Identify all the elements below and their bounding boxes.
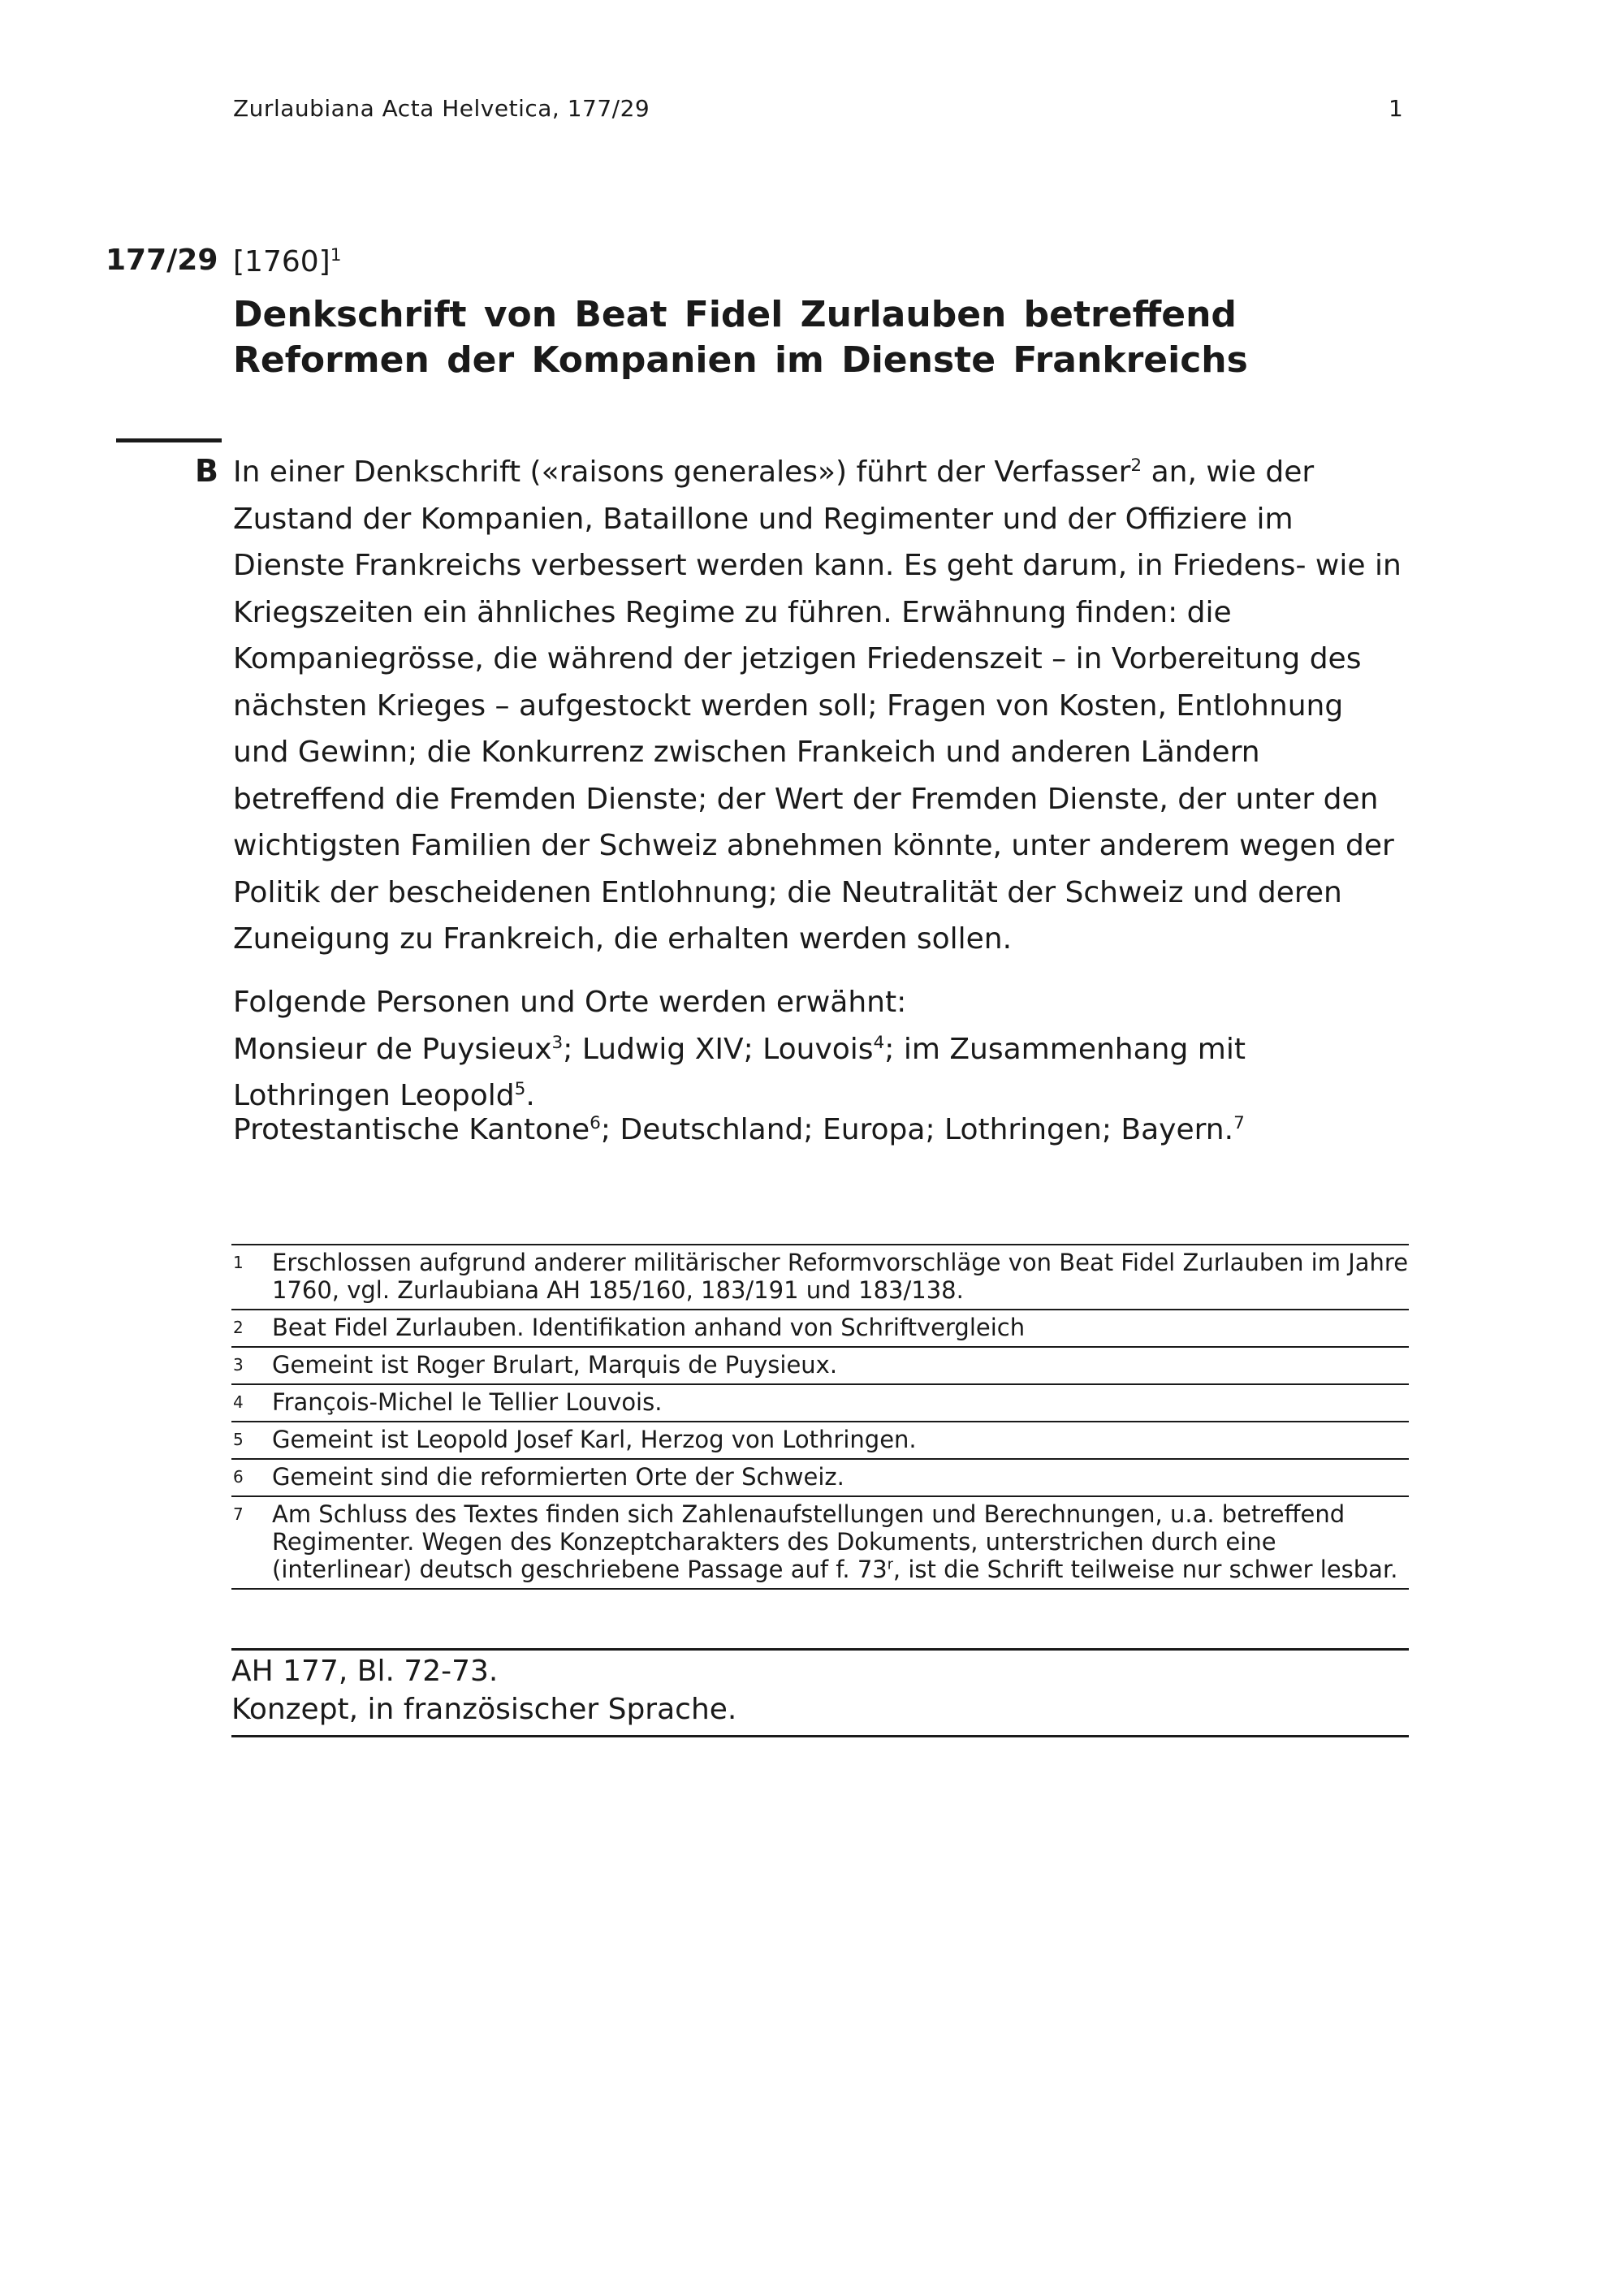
footnote-ref-2: 2: [1130, 455, 1142, 476]
section-label: B: [195, 453, 218, 489]
section-rule: [116, 438, 222, 442]
footnote-text-a: Am Schluss des Textes finden sich Zahlenaufstellungen und Berechnungen, u.a. betreffend Regimenter. Wegen des Konzeptcharakters des Dokuments, unterstrichen durch eine (interlinear) deutsch geschriebene Passage auf f. 73: [272, 1500, 1345, 1583]
footnote-ref-1: 1: [330, 245, 342, 265]
persons-text-d: .: [525, 1079, 535, 1112]
persons-text-c: ; im Zusammenhang mit Lothringen Leopold: [233, 1032, 1246, 1112]
footnote-row: [231, 1245, 1409, 1310]
footnote-row: [231, 1347, 1409, 1384]
footnote-row: [231, 1310, 1409, 1347]
source-reference: AH 177, Bl. 72-73.: [231, 1655, 499, 1688]
footnote-text: Beat Fidel Zurlauben. Identifikation anhand von Schriftvergleich: [272, 1310, 1409, 1347]
persons-intro: Folgende Personen und Orte werden erwähnt:: [233, 986, 907, 1019]
document-title: Denkschrift von Beat Fidel Zurlauben betreffend Reformen der Kompanien im Dienste Frankreichs: [233, 294, 1248, 381]
footnote-text: [272, 1496, 1409, 1589]
persons-paragraph: [233, 979, 1402, 1120]
footnotes-table: [231, 1244, 1409, 1590]
footnote-row: [231, 1384, 1409, 1422]
summary-paragraph: [233, 449, 1402, 963]
footnote-text: Gemeint ist Roger Brulart, Marquis de Puysieux.: [272, 1347, 1409, 1384]
footnote-text: Gemeint ist Leopold Josef Karl, Herzog von Lothringen.: [272, 1422, 1409, 1459]
footnote-ref-3: 3: [551, 1032, 564, 1053]
places-text-a: Protestantische Kantone: [233, 1113, 590, 1146]
footnote-number: 7: [231, 1496, 272, 1589]
footnote-number: 1: [231, 1245, 272, 1310]
footnote-number: 2: [231, 1310, 272, 1347]
footnote-text: François-Michel le Tellier Louvois.: [272, 1384, 1409, 1422]
summary-text-b: an, wie der Zustand der Kompanien, Bataillone und Regimenter und der Offiziere im Dienste Frankreichs verbessert werden kann. Es geht darum, in Friedens- wie in Kriegszeiten ein ähnliches Regime zu führen. Erwähnung finden: die Kompaniegrösse, die während der jetzigen Friedenszeit – in Vorbereitung des nächsten Krieges – aufgestockt werden soll; Fragen von Kosten, Entlohnung und Gewinn; die Konkurrenz zwischen Frankeich und anderen Ländern betreffend die Fremden Dienste; der Wert der Fremden Dienste, der unter den wichtigsten Familien der Schweiz abnehmen könnte, unter anderem wegen der Politik der bescheidenen Entlohnung; die Neutralität der Schweiz und deren Zuneigung zu Frankreich, die erhalten werden sollen.: [233, 455, 1402, 956]
running-header-title: Zurlaubiana Acta Helvetica, 177/29: [233, 95, 650, 122]
places-paragraph: [233, 1107, 1402, 1154]
source-divider: [231, 1648, 1409, 1651]
folio-superscript: r: [887, 1556, 893, 1573]
summary-text-a: In einer Denkschrift («raisons generales») führt der Verfasser: [233, 455, 1131, 489]
footnote-row: [231, 1496, 1409, 1589]
places-text-b: ; Deutschland; Europa; Lothringen; Bayern.: [600, 1113, 1234, 1146]
footnote-number: 5: [231, 1422, 272, 1459]
page-number: 1: [1389, 95, 1404, 122]
persons-text-a: Monsieur de Puysieux: [233, 1032, 552, 1066]
source-block: [231, 1652, 1409, 1737]
footnote-number: 6: [231, 1459, 272, 1496]
footnote-ref-6: 6: [590, 1113, 601, 1133]
footnote-text-b: , ist die Schrift teilweise nur schwer lesbar.: [892, 1556, 1398, 1583]
footnote-row: [231, 1422, 1409, 1459]
document-date: [233, 245, 341, 278]
source-description: Konzept, in französischer Sprache.: [231, 1693, 737, 1726]
footnote-ref-4: 4: [873, 1032, 885, 1053]
footnote-ref-5: 5: [514, 1079, 526, 1099]
document-number: 177/29: [106, 244, 218, 277]
footnote-text: Erschlossen aufgrund anderer militärischer Reformvorschläge von Beat Fidel Zurlauben im Jahre 1760, vgl. Zurlaubiana AH 185/160, 183/191 und 183/138.: [272, 1245, 1409, 1310]
footnote-text: Gemeint sind die reformierten Orte der Schweiz.: [272, 1459, 1409, 1496]
footnote-ref-7: 7: [1233, 1113, 1245, 1133]
footnote-number: 4: [231, 1384, 272, 1422]
date-text: [1760]: [233, 245, 330, 278]
footnote-row: [231, 1459, 1409, 1496]
persons-text-b: ; Ludwig XIV; Louvois: [563, 1032, 874, 1066]
footnote-number: 3: [231, 1347, 272, 1384]
